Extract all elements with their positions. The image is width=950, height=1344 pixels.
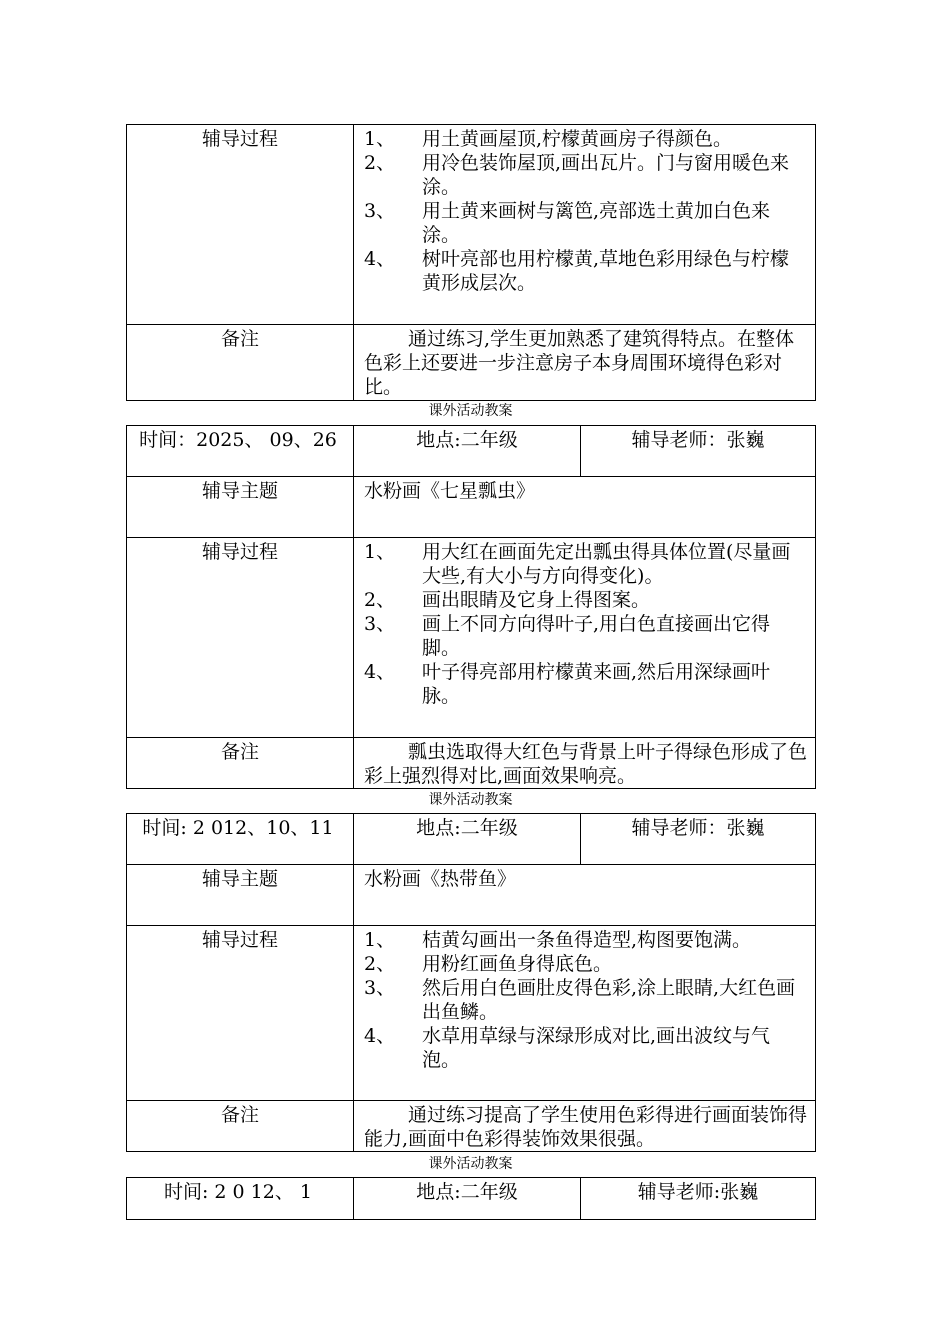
topic-text: 水粉画《七星瓢虫》	[364, 480, 536, 502]
section-caption: 课外活动教案	[428, 792, 513, 808]
process-label: 辅导过程	[127, 538, 354, 738]
time-cell: 时间: 2 0 12、 1	[127, 1178, 354, 1220]
note-text: 通过练习提高了学生使用色彩得进行画面装饰得能力,画面中色彩得装饰效果很强。	[364, 1104, 808, 1150]
list-item: 2、 用粉红画鱼身得底色。	[364, 953, 613, 975]
list-item: 1、 桔黄勾画出一条鱼得造型,构图要饱满。	[364, 929, 752, 951]
time-cell: 时间: 2 012、10、11	[127, 814, 354, 865]
section-caption: 课外活动教案	[428, 1156, 513, 1172]
note-label: 备注	[127, 738, 354, 789]
process-steps	[364, 928, 807, 1072]
list-item: 4、 树叶亮部也用柠檬黄,草地色彩用绿色与柠檬黄形成层次。	[364, 248, 790, 294]
lesson-table-1	[126, 124, 816, 401]
lesson-table-3	[126, 813, 816, 1152]
topic-label: 辅导主题	[127, 477, 354, 538]
note-text: 通过练习,学生更加熟悉了建筑得特点。在整体色彩上还要进一步注意房子本身周围环境得色彩对比。	[364, 328, 795, 398]
process-label: 辅导过程	[127, 926, 354, 1101]
place-cell: 地点:二年级	[354, 814, 581, 865]
teacher-cell: 辅导老师:张巍	[581, 1178, 816, 1220]
teacher-cell: 辅导老师：张巍	[581, 814, 816, 865]
note-label: 备注	[127, 325, 354, 401]
place-cell: 地点:二年级	[354, 426, 581, 477]
section-caption: 课外活动教案	[428, 403, 513, 419]
time-cell: 时间：2025、 09、26	[127, 426, 354, 477]
topic-text: 水粉画《热带鱼》	[364, 868, 517, 890]
list-item: 3、 用土黄来画树与篱笆,亮部选土黄加白色来涂。	[364, 200, 771, 246]
list-item: 3、 画上不同方向得叶子,用白色直接画出它得脚。	[364, 613, 771, 659]
teacher-cell: 辅导老师：张巍	[581, 426, 816, 477]
list-item: 2、 用冷色装饰屋顶,画出瓦片。门与窗用暖色来涂。	[364, 152, 790, 198]
list-item: 1、 用土黄画屋顶,柠檬黄画房子得颜色。	[364, 128, 733, 150]
list-item: 2、 画出眼睛及它身上得图案。	[364, 589, 651, 611]
list-item: 3、 然后用白色画肚皮得色彩,涂上眼睛,大红色画出鱼鳞。	[364, 977, 796, 1023]
place-cell: 地点:二年级	[354, 1178, 581, 1220]
note-label: 备注	[127, 1101, 354, 1152]
list-item: 4、 水草用草绿与深绿形成对比,画出波纹与气泡。	[364, 1025, 771, 1071]
process-steps	[364, 540, 807, 708]
list-item: 4、 叶子得亮部用柠檬黄来画,然后用深绿画叶脉。	[364, 661, 771, 707]
lesson-table-4	[126, 1177, 816, 1220]
lesson-table-2	[126, 425, 816, 789]
process-steps	[364, 127, 807, 295]
process-label: 辅导过程	[127, 125, 354, 325]
note-text: 瓢虫选取得大红色与背景上叶子得绿色形成了色彩上强烈得对比,画面效果响亮。	[364, 741, 808, 787]
topic-label: 辅导主题	[127, 865, 354, 926]
list-item: 1、 用大红在画面先定出瓢虫得具体位置(尽量画大些,有大小与方向得变化)。	[364, 541, 791, 587]
